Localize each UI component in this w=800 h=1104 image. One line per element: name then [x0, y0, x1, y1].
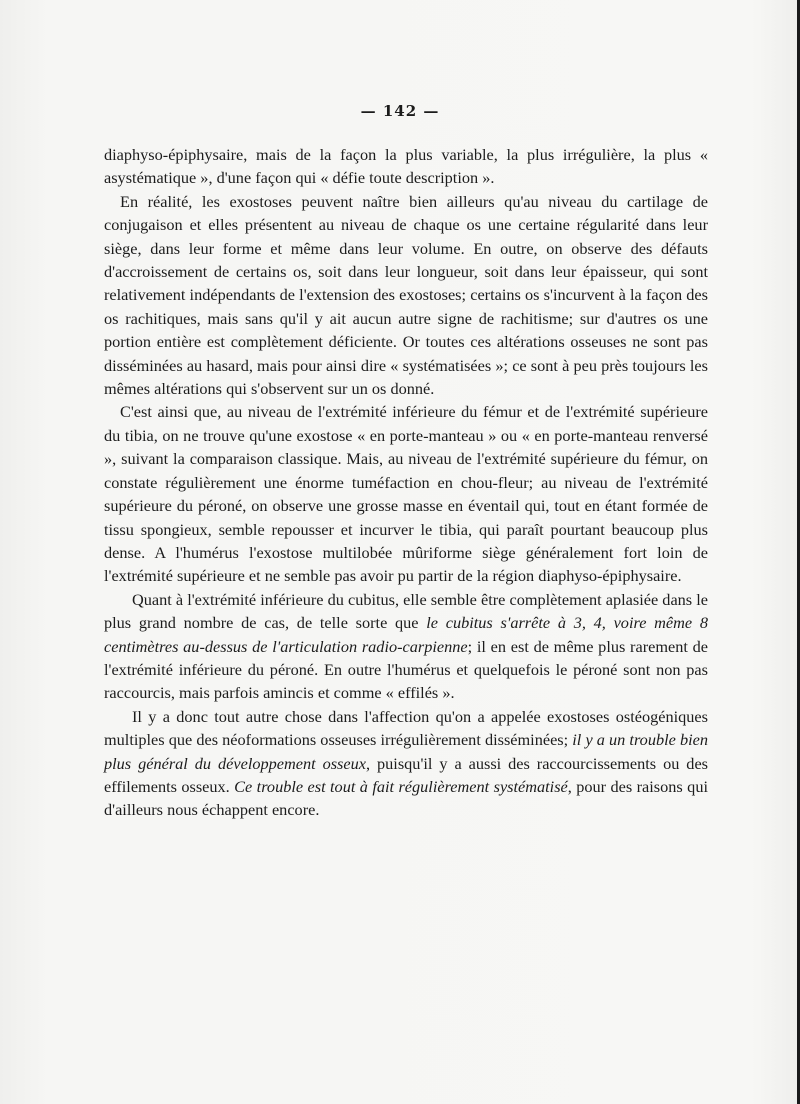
- page-number: — 142 —: [360, 102, 440, 120]
- paragraph-5-text: Il y a donc tout autre chose dans l'affection qu'on a appelée exostoses ostéogéniques multiples que des néoformations osseuses irrégulièrement disséminées;: [104, 706, 708, 750]
- paragraph-4: [104, 588, 708, 705]
- paragraph-4-italic: le cubitus s'arrête à 3, 4, voire même 8 centimètres au-dessus de l'articulation radio-carpienne: [104, 613, 708, 656]
- paragraph-5-text-end: , pour des raisons qui d'ailleurs nous échappent encore.: [104, 776, 708, 820]
- paragraph-2: En réalité, les exostoses peuvent naître bien ailleurs qu'au niveau du cartilage de conjugaison et elles présentent au niveau de chaque os une certaine régularité dans leur siège, dans leur forme et même dans leur volume. En outre, on observe des défauts d'accroissement de certains os, soit dans leur longueur, soit dans leur épaisseur, qui sont relativement indépendants de l'extension des exostoses; certains os s'incurvent à la façon des os rachitiques, mais sans qu'il y ait aucun autre signe de rachitisme; sur d'autres os une portion entière est complètement déficiente. Or toutes ces altérations osseuses ne sont pas disséminées au hasard, mais pour ainsi dire « systématisées »; ce sont à peu près toujours les mêmes altérations qui s'observent sur un os donné.: [104, 191, 708, 399]
- paragraph-5: [104, 705, 708, 822]
- paragraph-5-italic-2: Ce trouble est tout à fait régulièrement systématisé: [234, 776, 568, 796]
- paragraph-5-italic-1: il y a un trouble bien plus général du développement osseux: [104, 730, 708, 773]
- paragraph-3: C'est ainsi que, au niveau de l'extrémité inférieure du fémur et de l'extrémité supérieure du tibia, on ne trouve qu'une exostose « en porte-manteau » ou « en porte-manteau renversé », suivant la comparaison classique. Mais, au niveau de l'extrémité supérieure du fémur, on constate régulièrement une énorme tuméfaction en chou-fleur; au niveau de l'extrémité supérieure du péroné, on observe une grosse masse en éventail qui, tout en étant formée de tissu spongieux, semble repousser et incurver le tibia, qui paraît pourtant beaucoup plus dense. A l'humérus l'exostose multilobée mûriforme siège généralement fort loin de l'extrémité supérieure et ne semble pas avoir pu partir de la région diaphyso-épiphysaire.: [104, 402, 708, 586]
- paragraph-4-text: Quant à l'extrémité inférieure du cubitus, elle semble être complètement aplasiée dans le plus grand nombre de cas, de telle sorte que: [104, 589, 708, 633]
- body-text: [104, 143, 708, 822]
- paragraph-4-text-end: ; il en est de même plus rarement de l'extrémité inférieure du péroné. En outre l'humérus et quelquefois le péroné sont non pas raccourcis, mais parfois amincis et comme « effilés ».: [104, 636, 708, 703]
- paragraph-5-text-mid: , puisqu'il y a aussi des raccourcissements ou des effilements osseux.: [104, 753, 709, 796]
- paragraph-1: diaphyso-épiphysaire, mais de la façon la plus variable, la plus irrégulière, la plus « asystématique », d'une façon qui « défie toute description ».: [104, 145, 708, 188]
